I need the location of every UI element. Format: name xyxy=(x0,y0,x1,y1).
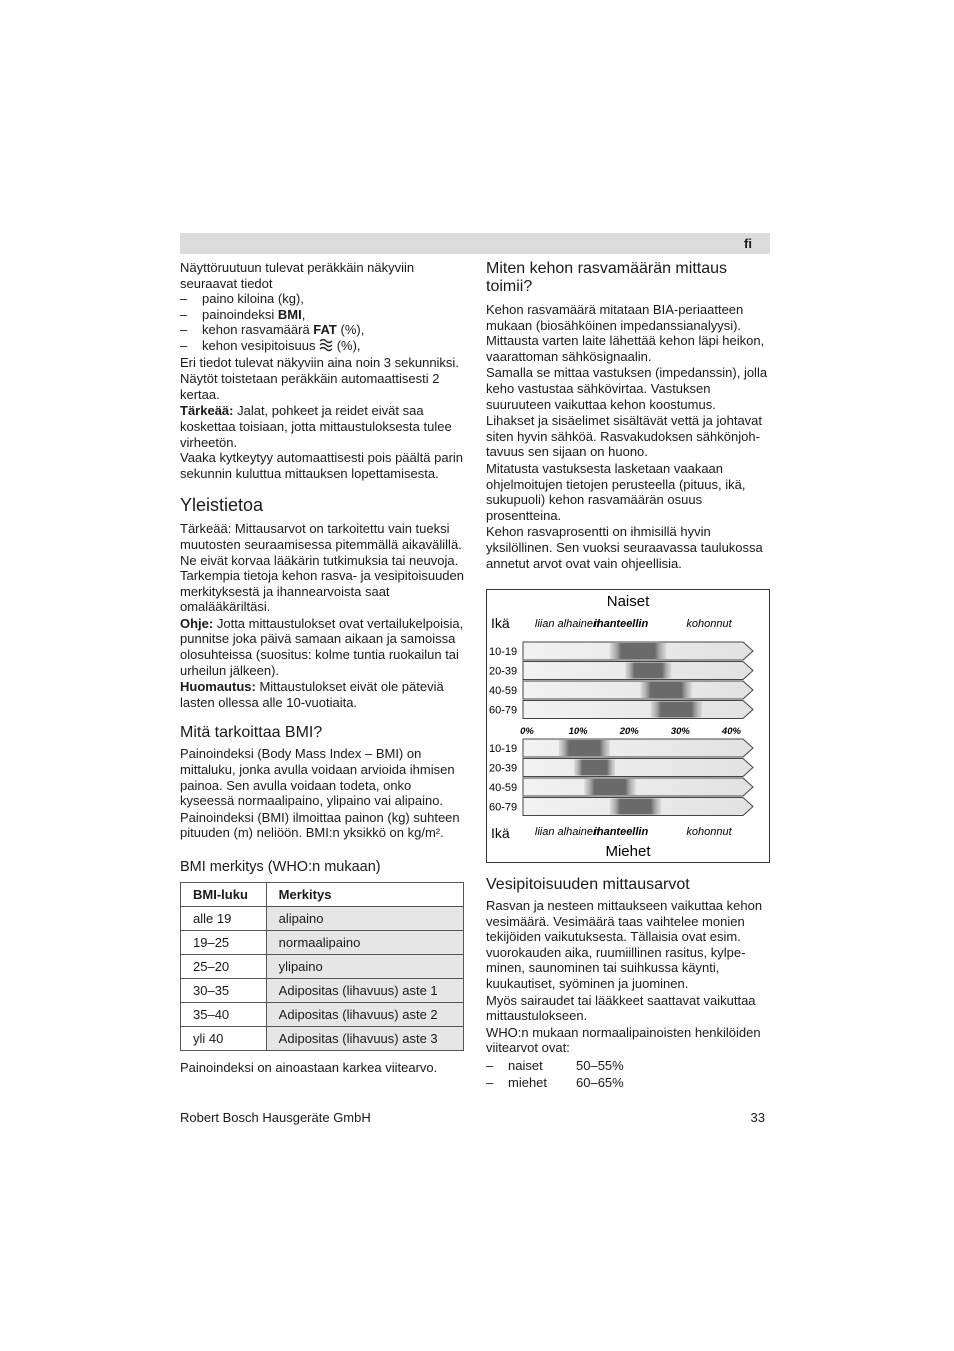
table-row: 25–20 ylipaino xyxy=(181,955,464,979)
chart-tick-label: 30% xyxy=(670,726,690,738)
company-name: Robert Bosch Hausgeräte GmbH xyxy=(180,1110,371,1125)
display-list xyxy=(180,291,465,353)
list-item: – paino kiloina (kg), xyxy=(180,291,304,307)
chart-title-men: Miehet xyxy=(605,843,651,861)
language-code: fi xyxy=(744,236,752,251)
chart-age-label: 20-39 xyxy=(489,762,518,775)
chart-bar-ideal-range xyxy=(584,779,635,795)
fat-symbol: FAT xyxy=(313,322,337,338)
tip-text: Ohje: Jotta mittaustulokset ovat vertailukelpoisia, punnitse joka päivä samaan aikaan ja samoissa olosuhteissa (suositus: kolme tuntia ruokailun tai urheilun jälkeen). xyxy=(180,615,464,678)
list-item: – miehet 60–65% xyxy=(486,1074,624,1090)
header-bar xyxy=(180,233,770,254)
chart-bar-track xyxy=(523,681,753,699)
list-item: – painoindeksi BMI, xyxy=(180,306,306,322)
chart-zone-label: kohonnut xyxy=(686,618,732,631)
chart-tick-label: 20% xyxy=(619,726,639,738)
table-row: alle 19 alipaino xyxy=(181,907,464,931)
chart-age-label: 10-19 xyxy=(489,646,518,659)
chart-zone-label: ihanteellin xyxy=(593,826,649,839)
list-item: – kehon vesipitoisuus (%), xyxy=(180,337,361,353)
chart-title-women: Naiset xyxy=(606,593,650,611)
list-item: – naiset 50–55% xyxy=(486,1058,624,1074)
chart-bar-track xyxy=(523,778,753,796)
right-column xyxy=(486,260,770,1090)
chart-zone-label: liian alhainen xyxy=(534,618,600,631)
remark-text: Huomautus: Mittaustulokset eivät ole päteviä lasten ollessa alle 10-vuotiaita. xyxy=(180,679,444,710)
fat-text: Mitatusta vastuksesta lasketaan vaakaan ohjelmoitujen tietojen perusteella (pituus, ikä, sukupuoli) kehon rasvamäärän osuus prosentteina. xyxy=(486,460,746,523)
fat-text: Lihakset ja sisäelimet sisältävät vettä ja johtavat siten hyvin sähköä. Rasvakudoksen sähkönjohtavuus sen sijaan on huono. xyxy=(486,413,763,460)
list-item: – kehon rasvamäärä FAT (%), xyxy=(180,322,365,338)
heading-general: Yleistietoa xyxy=(180,495,264,516)
chart-zone-label: liian alhainen xyxy=(534,826,600,839)
chart-bar-track xyxy=(523,701,753,719)
water-text: Myös sairaudet tai lääkkeet saattavat vaikuttaa mittaustulokseen. xyxy=(486,992,756,1024)
general-text: Tärkeää: Mittausarvot on tarkoitettu vain tueksi muutosten seuraamisessa pitemmällä aikavälillä. Ne eivät korvaa lääkärin tutkimuksia tai neuvoja. Tarkempia tietoja kehon rasva- ja vesipitoisuuden merkityksestä ja ihannearvoista saat omalääkäriltäsi. xyxy=(180,521,464,615)
footer xyxy=(180,1110,770,1126)
chart-bar-ideal-range xyxy=(625,663,671,679)
chart-bar-ideal-range xyxy=(610,799,661,815)
chart-age-heading: Ikä xyxy=(491,825,510,842)
chart-bar-ideal-range xyxy=(559,740,610,756)
chart-bar-ideal-range xyxy=(610,643,666,659)
table-header: BMI-luku xyxy=(181,883,267,907)
fat-text: Kehon rasvamäärä mitataan BIA-periaatteen mukaan (biosähköinen impedanssianalyysi). Mittausta varten laite lähettää kehon läpi heikon, vaarattoman sähkösignaalin. xyxy=(486,302,765,364)
chart-bar-ideal-range xyxy=(651,702,702,718)
heading-bmi-table: BMI merkitys (WHO:n mukaan) xyxy=(180,859,381,875)
table-row: 19–25 normaalipaino xyxy=(181,931,464,955)
chart-tick-label: 40% xyxy=(721,726,741,738)
water-text: Rasvan ja nesteen mittaukseen vaikuttaa kehon vesimäärä. Vesimäärä taas vaihtelee monien tekijöiden vaikutuksesta. Tällaisia ovat esim. vuorokauden aika, ruumiillinen rasitus, kylpeminen, saunominen tai suihkussa käynti, kuukautiset, syöminen ja juominen. xyxy=(486,898,763,992)
bmi-text: Painoindeksi (Body Mass Index – BMI) on mittaluku, jonka avulla voidaan arvioida ihmisen painoa. Sen avulla voidaan todeta, onko kyseessä normaalipaino, ylipaino vai alipaino. xyxy=(180,746,455,809)
info-text: Vaaka kytkeytyy automaattisesti pois päältä parin sekunnin kuluttua mittauksen lopettamisesta. xyxy=(180,450,464,481)
water-icon xyxy=(319,338,333,352)
info-text: Näytöt toistetaan peräkkäin automaattisesti 2 kertaa. xyxy=(180,371,440,402)
chart-age-label: 10-19 xyxy=(489,743,518,756)
table-header: Merkitys xyxy=(266,883,463,907)
intro-text: Näyttöruutuun tulevat peräkkäin näkyviin seuraavat tiedot xyxy=(180,260,415,291)
water-text: WHO:n mukaan normaalipainoisten henkilöiden viitearvot ovat: xyxy=(486,1024,761,1056)
chart-age-label: 60-79 xyxy=(489,704,518,717)
heading-fat-measurement: Miten kehon rasvamäärän mittaus toimii? xyxy=(486,260,727,295)
important-note: Tärkeää: Jalat, pohkeet ja reidet eivät saa koskettaa toisiaan, jotta mittaustuloksesta tulee virheetön. xyxy=(180,403,452,450)
bmi-text: Painoindeksi (BMI) ilmoittaa painon (kg) suhteen pituuden (m) neliöön. BMI:n yksikkö on kg/m². xyxy=(180,809,460,841)
table-note: Painoindeksi on ainoastaan karkea viitearvo. xyxy=(180,1060,438,1075)
heading-bmi: Mitä tarkoittaa BMI? xyxy=(180,724,323,742)
chart-bar-ideal-range xyxy=(574,760,615,776)
chart-age-label: 20-39 xyxy=(489,665,518,678)
left-column xyxy=(180,260,465,1076)
table-header-row xyxy=(181,883,464,907)
chart-tick-label: 10% xyxy=(568,726,588,738)
chart-age-label: 40-59 xyxy=(489,782,518,795)
fat-text: Samalla se mittaa vastuksen (impedanssin), jolla keho vastustaa sähkövirtaa. Vastuksen suuruuteen vaikuttaa kehon koostumus. xyxy=(486,365,768,412)
page-number: 33 xyxy=(750,1110,765,1125)
water-values-list xyxy=(486,1058,770,1090)
bmi-table xyxy=(180,882,464,1051)
chart-bar-track xyxy=(523,759,753,777)
table-row: yli 40 Adipositas (lihavuus) aste 3 xyxy=(181,1027,464,1051)
chart-zone-label: ihanteellin xyxy=(593,618,649,631)
chart-bar-ideal-range xyxy=(641,682,692,698)
body-fat-chart xyxy=(486,589,770,863)
table-row: 30–35 Adipositas (lihavuus) aste 1 xyxy=(181,979,464,1003)
chart-zone-label: kohonnut xyxy=(686,826,732,839)
info-text: Eri tiedot tulevat näkyviin aina noin 3 sekunniksi. xyxy=(180,354,459,370)
fat-text: Kehon rasvaprosentti on ihmisillä hyvin yksilöllinen. Sen vuoksi seuraavassa taulukossa annetut arvot ovat vain ohjeellisia. xyxy=(486,524,763,571)
body-fat-chart-svg xyxy=(487,590,769,862)
chart-age-label: 60-79 xyxy=(489,801,518,814)
chart-tick-label: 0% xyxy=(520,726,534,738)
chart-bar-track xyxy=(523,739,753,757)
chart-age-label: 40-59 xyxy=(489,685,518,698)
table-row: 35–40 Adipositas (lihavuus) aste 2 xyxy=(181,1003,464,1027)
chart-age-heading: Ikä xyxy=(491,615,510,632)
heading-water: Vesipitoisuuden mittausarvot xyxy=(486,876,690,894)
